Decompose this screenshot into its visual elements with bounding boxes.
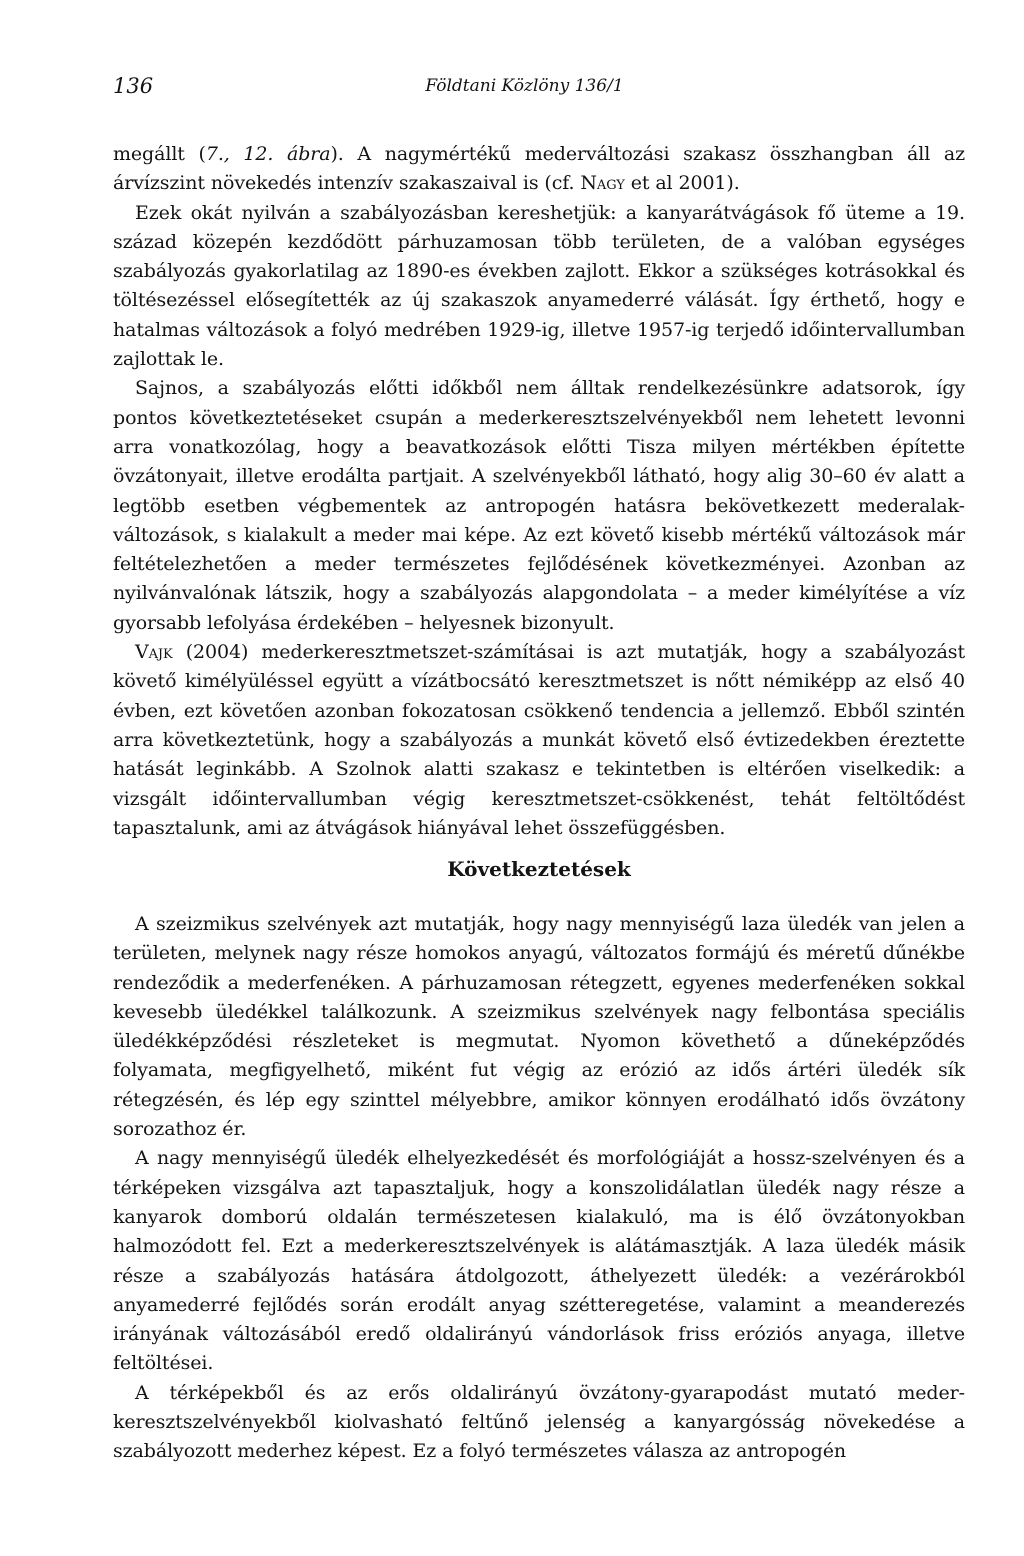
body-text-conclusions	[113, 910, 965, 1467]
author-citation: Nagy	[580, 172, 625, 195]
paragraph: A térképekből és az erős oldalirányú övzátony-gyarapodást mutató mederkeresztszelvényekből kiolvasható feltűnő jelenség a kanyargósság növekedése a szabályozott mederhez képest. Ez a folyó természetes válasza az antropogén	[113, 1381, 965, 1463]
paragraph	[113, 638, 965, 843]
paragraph: Sajnos, a szabályozás előtti időkből nem álltak rendelkezésünkre adatsorok, így pontos következtetéseket csupán a mederkeresztszelvényekből nem lehetett levonni arra vonatkozólag, hogy a beavatkozások előtti Tisza milyen mértékben építette övzátonyait, illetve erodálta partjait. A szelvényekből látható, hogy alig 30–60 év alatt a legtöbb esetben végbementek az antropogén hatásra bekövetkezett mederalak-változások, s kialakult a meder mai képe. Az ezt követő kisebb mértékű változások már feltételezhetően a meder természetes fejlődésének következményei. Azonban az nyilvánvalónak látszik, hogy a szabályozás alapgondolata – a meder kimélyítése a víz gyorsabb lefolyása érdekében – helyesnek bizonyult.	[113, 377, 965, 634]
page-number: 136	[113, 74, 154, 98]
figure-reference: 7., 12. ábra	[205, 143, 331, 165]
paragraph-continued	[113, 140, 965, 199]
text-run: (2004) mederkeresztmetszet-számításai is azt mutatják, hogy a szabályozást követő kimélyüléssel együtt a vízátbocsátó keresztmetszet is nőtt némiképp az első 40 évben, ezt követően azonban fokozatosan csökkenő tendencia a jellemző. Ebből szintén arra következtetünk, hogy a szabályozás a munkát követő első évtizedekben éreztette hatását leginkább. A Szolnok alatti szakasz e tekintetben is eltérően viselkedik: a vizsgált időintervallumban végig keresztmetszet-csökkenést, tehát feltöltődést tapasztalunk, ami az átvágások hiányával lehet összefüggésben.	[113, 641, 965, 839]
paragraph: A szeizmikus szelvények azt mutatják, hogy nagy mennyiségű laza üledék van jelen a területen, melynek nagy része homokos anyagú, változatos formájú és méretű dűnékbe rendeződik a mederfenéken. A párhuzamosan rétegzett, egyenes mederfenéken sokkal kevesebb üledékkel találkozunk. A szeizmikus szelvények nagy felbontása speciális üledékképződési részleteket is megmutat. Nyomon követhető a dűneképződés folyamata, megfigyelhető, miként fut végig az erózió az idős ártéri üledék sík rétegzésén, és lép egy szinttel mélyebbre, amikor könnyen erodálható idős övzátony sorozathoz ér.	[113, 913, 965, 1141]
running-title: Földtani Közlöny 136/1	[425, 76, 624, 96]
page-header	[113, 74, 936, 104]
text-run: ). A nagymértékű mederváltozási szakasz összhangban áll az árvízszint növekedés intenzív szakaszaival is (cf.	[113, 143, 965, 195]
body-text-top	[113, 140, 965, 843]
paragraph: A nagy mennyiségű üledék elhelyezkedését és morfológiáját a hossz-szelvényen és a térképeken vizsgálva azt tapasztaljuk, hogy a konszolidálatlan üledék nagy része a kanyarok domború oldalán természetesen kialakuló, ma is élő övzátonyokban halmozódott fel. Ezt a mederkeresztszelvények is alátámasztják. A laza üledék másik része a szabályozás hatására átdolgozott, áthelyezett üledék: a vezérárokból anyamederré fejlődés során erodált anyag szétteregetése, valamint a meanderezés irányának változásából eredő oldalirányú vándorlások friss eróziós anyaga, illetve feltöltései.	[113, 1147, 965, 1375]
text-run: et al 2001).	[624, 172, 740, 195]
paragraph: Ezek okát nyilván a szabályozásban kereshetjük: a kanyarátvágások fő üteme a 19. század közepén kezdődött párhuzamosan több területen, de a valóban egységes szabályozás gyakorlatilag az 1890-es években zajlott. Ekkor a szükséges kotrásokkal és töltésezéssel elősegítették az új szakaszok anyamederré válását. Így érthető, hogy e hatalmas változások a folyó medrében 1929-ig, illetve 1957-ig terjedő időintervallumban zajlottak le.	[113, 201, 965, 371]
author-citation: Vajk	[135, 641, 173, 664]
text-run: megállt (	[113, 143, 206, 165]
section-heading: Következtetések	[447, 857, 631, 881]
